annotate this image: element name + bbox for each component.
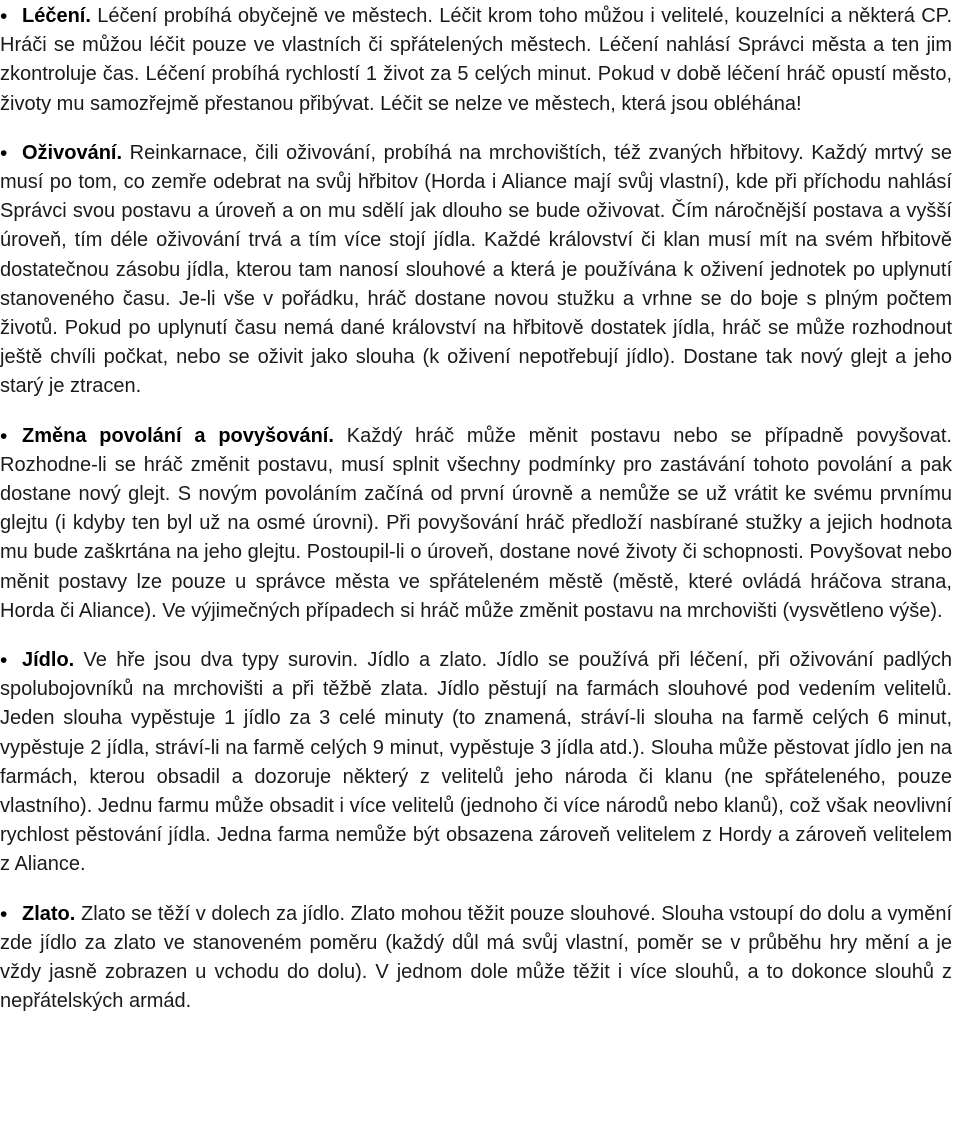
bullet-icon: • [0, 902, 8, 926]
section-text: Léčení probíhá obyčejně ve městech. Léčit krom toho můžou i velitelé, kouzelníci a některá CP. Hráči se můžou léčit pouze ve vlastních či spřátelených městech. Léčení nahlásí Správci města a ten jim zkontroluje čas. Léčení probíhá rychlostí 1 život za 5 celých minut. Pokud v době léčení hráč opustí město, životy mu samozřejmě přestanou přibývat. Léčit se nelze ve městech, která jsou obléhána! [0, 5, 952, 115]
bullet-icon: • [0, 141, 8, 165]
bullet-icon: • [0, 424, 8, 448]
section-term: Zlato. [22, 902, 76, 925]
paragraph [0, 422, 952, 626]
section-text: Zlato se těží v dolech za jídlo. Zlato mohou těžit pouze slouhové. Slouha vstoupí do dolu a vymění zde jídlo za zlato ve stanoveném poměru (každý důl má svůj vlastní, poměr se v průběhu hry mění a je vždy jasně zobrazen u vchodu do dolu). V jednom dole může těžit i více slouhů, a to dokonce slouhů z nepřátelských armád. [0, 902, 952, 1013]
section-food [0, 646, 960, 880]
paragraph [0, 900, 952, 1017]
paragraph [0, 2, 952, 119]
section-term: Jídlo. [22, 649, 75, 672]
section-term: Změna povolání a povyšování. [22, 424, 334, 447]
section-term: Léčení. [22, 5, 91, 27]
document-page [0, 2, 960, 1017]
section-term: Oživování. [22, 141, 123, 164]
bullet-icon: • [0, 649, 8, 673]
section-class-change [0, 422, 960, 626]
bullet-icon: • [0, 5, 8, 28]
section-text: Reinkarnace, čili oživování, probíhá na mrchovištích, též zvaných hřbitovy. Každý mrtvý se musí po tom, co zemře odebrat na svůj hřbitov (Horda i Aliance mají svůj vlastní), kde při příchodu nahlásí Správci svou postavu a úroveň a on mu sdělí jak dlouho se bude oživovat. Čím náročnější postava a vyšší úroveň, tím déle oživování trvá a tím více stojí jídla. Každé království či klan musí mít na svém hřbitově dostatečnou zásobu jídla, kterou tam nanosí slouhové a která je používána k oživení jednotek po uplynutí stanoveného času. Je-li vše v pořádku, hráč dostane novou stužku a vrhne se do boje s plným počtem životů. Pokud po uplynutí času nemá dané království na hřbitově dostatek jídla, hráč se může rozhodnout ještě chvíli počkat, nebo se oživit jako slouha (k oživení nepotřebují jídlo). Dostane tak nový glejt a jeho starý je ztracen. [0, 141, 952, 398]
section-gold [0, 900, 960, 1017]
section-healing [0, 2, 960, 119]
section-text: Každý hráč může měnit postavu nebo se případně povyšovat. Rozhodne-li se hráč změnit postavu, musí splnit všechny podmínky pro zastávání tohoto povolání a pak dostane nový glejt. S novým povoláním začíná od první úrovně a nemůže se už vrátit ke svému prvnímu glejtu (i kdyby ten byl už na osmé úrovni). Při povyšování hráč předloží nasbírané stužky a jejich hodnota mu bude zaškrtána na jeho glejtu. Postoupil-li o úroveň, dostane nové životy či schopnosti. Povyšovat nebo měnit postavy lze pouze u správce města ve spřáteleném městě (městě, které ovládá hráčova strana, Horda či Aliance). Ve výjimečných případech si hráč může změnit postavu na mrchovišti (vysvětleno výše). [0, 424, 952, 622]
section-revival [0, 139, 960, 402]
paragraph [0, 646, 952, 880]
section-text: Ve hře jsou dva typy surovin. Jídlo a zlato. Jídlo se používá při léčení, při oživování padlých spolubojovníků na mrchovišti a při těžbě zlata. Jídlo pěstují na farmách slouhové pod vedením velitelů. Jeden slouha vypěstuje 1 jídlo za 3 celé minuty (to znamená, stráví-li slouha na farmě celých 6 minut, vypěstuje 2 jídla, stráví-li na farmě celých 9 minut, vypěstuje 3 jídla atd.). Slouha může pěstovat jídlo jen na farmách, kterou obsadil a dozoruje některý z velitelů jeho národa či klanu (ne spřáteleného, pouze vlastního). Jednu farmu může obsadit i více velitelů (jednoho či více národů nebo klanů), což však neovlivní rychlost pěstování jídla. Jedna farma nemůže být obsazena zároveň velitelem z Hordy a zároveň velitelem z Aliance. [0, 649, 952, 876]
paragraph [0, 139, 952, 402]
